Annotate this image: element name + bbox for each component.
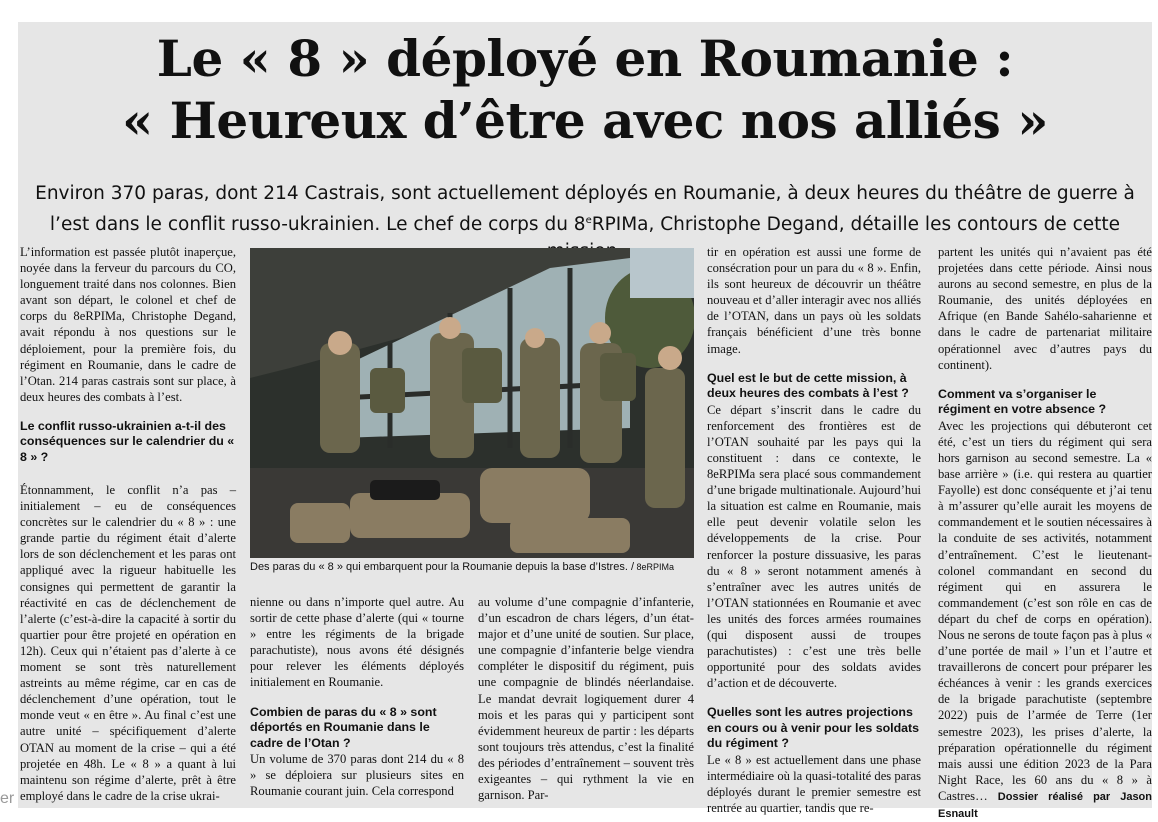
question-3: Quel est le but de cette mission, à deux heures des combats à l’est ?: [707, 370, 909, 401]
answer-2-part-1: Un volume de 370 paras dont 214 du « 8 » se déploiera sur plusieurs sites en Roumanie courant juin. Cela correspond: [250, 752, 464, 799]
soldiers-photo-illustration: [250, 248, 694, 558]
intro-paragraph: L’information est passée plutôt inaperçue, noyée dans la ferveur du parcours du CO, longuement traité dans nos colonnes. Bien avant son départ, le colonel et chef de corps du 8eRPIMa, Christophe Degand, avait répondu à nos questions sur le déploiement, pour la première fois, du régiment en Roumanie, dans le cadre de l’Otan. 214 paras castrais sont sur place, à deux heures des combats à l’est.: [20, 245, 236, 404]
column-5: [938, 244, 1152, 822]
question-5: Comment va s’organiser le régiment en votre absence ?: [938, 386, 1107, 417]
lead-superscript: e: [585, 215, 592, 226]
answer-1-part-1: Étonnamment, le conflit n’a pas – initialement – eu de conséquences concrètes sur le calendrier du « 8 » : une grande partie du régiment était d’alerte lors de son déclenchement et les paras ont appliqué avec la rigueur habituelle les consignes qui permettent de garantir la réactivité en cas de déclenchement de l’alerte (c’est-à-dire la capacité à sortir du quartier pour être projeté en opération en 12h). Ceux qui n’étaient pas d’alerte à ce moment se sont très naturellement astreints au même régime, car en cas de déclenchement d’une opération, tout le monde veut « en être ». Au final c’est une autre unité – spécifiquement d’alerte OTAN au moment de la crise – qui a été projetée en 48h. Le « 8 » a quant à lui maintenu son régime d’alerte, prêt à être employé dans le cadre de la crise ukrai-: [20, 483, 236, 803]
headline: [18, 28, 1152, 152]
answer-5: [938, 418, 1152, 822]
answer-2-part-3: tir en opération est aussi une forme de consécration pour un para du « 8 ». Enfin, ils sont heureux de découvrir un théâtre nouveau et d’aller interagir avec nos alliés de l’OTAN, dans un pays où les soldats français bénéficient d’une très bonne image.: [707, 245, 921, 356]
answer-4-part-2: partent les unités qui n’avaient pas été projetées dans cette période. Ainsi nous aurons au second semestre, en plus de la Roumanie, des unités déployées en Afrique (en Bande Sahélo-saharienne et dans le cadre de partenariat militaire opérationnel avec d’autres pays du continent).: [938, 245, 1152, 372]
answer-1-part-2: nienne ou dans n’importe quel autre. Au sortir de cette phase d’alerte (qui « tourne » entre les régiments de la brigade parachutiste), nous avons été désignés pour relever les éléments déployés initialement en Roumanie.: [250, 595, 464, 690]
lead-text-1: Environ 370 paras, dont 214 Castrais, sont actuellement déployés en Roumanie, à deux heures du théâtre de guerre à l’est dans le conflit russo-ukrainien. Le chef de corps du 8: [35, 183, 1135, 236]
byline: Dossier réalisé par Jason Esnault: [938, 790, 1152, 820]
answer-5-text: Avec les projections qui débuteront cet été, c’est un tiers du régiment qui sera hors garnison au second semestre. La « base arrière » (i.e. qui restera au quartier Fayolle) est donc conséquente et j’ai tenu à m’assurer qu’elle aurait les moyens de commandement et le soutien nécessaires à la conduite de ses activités, notamment d’entraînement. C’est le lieutenant-colonel commandant en second du régiment qui en assurera le commandement (c’est son rôle en cas de départ du chef de corps en opération). Nous ne serons de toute façon pas à plus « d’une portée de mail » l’un et l’autre et travaillerons de concert pour préparer les échéances à venir : les grands exercices de la brigade parachutiste (septembre 2022) puis de l’armée de Terre (1er semestre 2023), les prises d’alerte, la préparation opérationnelle du régiment mais aussi une édition 2023 de la Para Night Race, les 60 ans du « 8 » à Castres…: [938, 418, 1152, 803]
article-photo: [250, 248, 694, 558]
answer-3: Ce départ s’inscrit dans le cadre du renforcement des frontières est de l’OTAN souhaité par les pays qui la constituent : dans ce contexte, le 8eRPIMa sera placé sous commandement d’une brigade multinationale. Aujourd’hui la situation est calme en Roumanie, mais elle peut devenir volatile selon les développements de la crise. Pour renforcer la posture dissuasive, les paras du « 8 » seront notamment amenés à s’entraîner avec les autres unités de l’OTAN stationnées en Roumanie et avec les unités des forces armées roumaines (qui disposent aussi de troupes parachutistes) : c’est une très belle opportunité pour des soldats avides d’action et de découverte.: [707, 402, 921, 691]
column-1-bottom: [20, 482, 236, 804]
lead-text-2: RPIMa, Christophe Degand, détaille les contours de cette: [591, 214, 1121, 236]
caption-text: Des paras du « 8 » qui embarquent pour la Roumanie depuis la base d’Istres. /: [250, 561, 635, 573]
photo-caption: [250, 560, 694, 574]
headline-line-2: « Heureux d’être avec nos alliés »: [122, 91, 1048, 150]
column-2: [250, 594, 464, 799]
column-4: [707, 244, 921, 816]
question-2: Combien de paras du « 8 » sont déportés en Roumanie dans le cadre de l’Otan ?: [250, 704, 437, 750]
photo-credit: 8eRPIMa: [634, 562, 675, 572]
question-1: Le conflit russo-ukrainien a-t-il des conséquences sur le calendrier du « 8 » ?: [20, 418, 235, 464]
answer-4-part-1: Le « 8 » est actuellement dans une phase intermédiaire où la quasi-totalité des paras déployés durant le premier semestre est rentrée au quartier, tandis que re-: [707, 752, 921, 816]
margin-fragment: er: [0, 790, 15, 807]
question-4: Quelles sont les autres projections en cours ou à venir pour les soldats du régiment ?: [707, 705, 920, 751]
column-1-top: [20, 244, 236, 465]
headline-line-1: Le « 8 » déployé en Roumanie :: [156, 29, 1014, 88]
column-3: [478, 594, 694, 803]
answer-2-part-2: au volume d’une compagnie d’infanterie, d’un escadron de chars légers, d’un état-major et d’une unité de soutien. Sur place, une compagnie d’infanterie belge viendra compléter le dispositif du régiment, puis une compagnie de blindés néerlandaise. Le mandat devrait logiquement durer 4 mois et les paras qui y participent sont évidemment heureux de partir : les départs sont toujours très attendus, c’est la finalité des périodes d’entraînement – souvent très exigeantes – qui rythment la vie en garnison. Par-: [478, 595, 694, 803]
